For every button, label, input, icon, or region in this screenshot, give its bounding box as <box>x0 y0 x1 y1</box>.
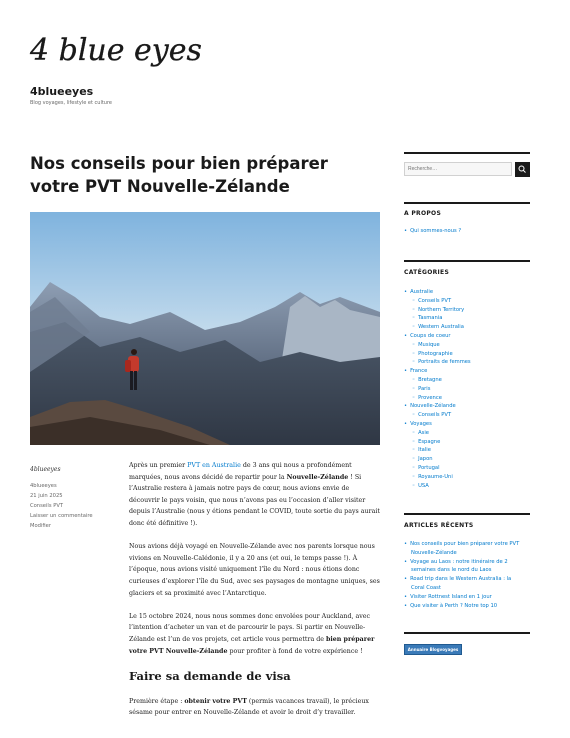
search-input[interactable] <box>404 162 512 176</box>
categories-list <box>404 288 471 490</box>
category-item <box>404 367 471 376</box>
category-link[interactable]: Asie <box>418 429 429 436</box>
category-item <box>404 394 471 403</box>
category-link[interactable]: Paris <box>418 385 431 392</box>
category-link[interactable]: Royaume-Uni <box>418 473 453 480</box>
recent-posts-list <box>404 540 519 610</box>
category-link[interactable]: Japon <box>418 456 433 463</box>
recent-post-link[interactable]: semaines dans le nord du Laos <box>411 567 492 574</box>
widget-title-recent: ARTICLES RÉCENTS <box>404 522 474 529</box>
category-item <box>404 455 471 464</box>
category-link[interactable]: Italie <box>418 447 431 454</box>
category-item <box>404 411 471 420</box>
author-signature: 4blueeyes <box>30 466 61 473</box>
category-link[interactable]: Nouvelle-Zélande <box>410 403 456 410</box>
search-icon <box>515 162 530 177</box>
category-item <box>404 306 471 315</box>
category-item <box>404 464 471 473</box>
category-link[interactable]: Portugal <box>418 464 440 471</box>
comment-link[interactable]: Laisser un commentaire <box>30 513 93 519</box>
category-item <box>404 297 471 306</box>
recent-post-link[interactable]: Road trip dans le Western Australia : la <box>410 576 512 583</box>
paragraph: Première étape : obtenir votre PVT (permis vacances travail), le précieux sésame pour entrer en Nouvelle-Zélande et avoir le droit d’y travailler. <box>129 697 369 717</box>
recent-post-link[interactable]: Nouvelle-Zélande <box>411 549 457 556</box>
category-item <box>404 473 471 482</box>
apropos-list <box>404 227 461 236</box>
widget-title-categories: CATÉGORIES <box>404 269 450 276</box>
category-item <box>404 350 471 359</box>
category-item <box>404 341 471 350</box>
category-item <box>404 358 471 367</box>
author-link[interactable]: 4blueeyes <box>30 483 57 489</box>
category-link[interactable]: Voyages <box>410 420 432 427</box>
paragraph: Après un premier PVT en Australie de 3 ans qui nous a profondément marquées, nous avons décidé de repartir pour la Nouvelle-Zélande ! Si l’Australie restera à jamais notre pays de cœur, nous avions envie de découvrir le pays voisin, que nous n’avons pas eu l’occasion d’aller visiter depuis l’Australie (nous y étions pendant le COVID, toute sortie du pays aurait donc été définitive !). <box>129 462 380 527</box>
category-item <box>404 376 471 385</box>
category-link[interactable]: Conseils PVT <box>418 297 452 304</box>
recent-post-link[interactable]: Coral Coast <box>411 584 441 591</box>
post-content <box>129 460 380 730</box>
logo-text: 4 blue eyes <box>30 33 202 68</box>
search-button[interactable] <box>515 162 530 177</box>
category-link[interactable]: Portraits de femmes <box>418 359 471 366</box>
pvt-australie-link[interactable]: PVT en Australie <box>187 462 241 469</box>
recent-post-link[interactable]: Nos conseils pour bien préparer votre PVT <box>410 541 520 547</box>
category-link[interactable]: Coups de coeur <box>410 332 451 339</box>
hero-image <box>30 212 380 445</box>
widget-title-apropos: A PROPOS <box>404 210 442 217</box>
recent-post-link[interactable]: Que visiter à Perth ? Notre top 10 <box>410 602 498 609</box>
category-item <box>404 385 471 394</box>
category-link[interactable]: Australie <box>410 289 434 295</box>
category-link[interactable]: Photographie <box>418 350 453 357</box>
category-link[interactable]: Conseils PVT <box>418 412 452 419</box>
post-title: Nos conseils pour bien préparer votre PVT Nouvelle-Zélande <box>30 154 328 196</box>
category-item <box>404 402 471 411</box>
site-name[interactable]: 4blueeyes <box>30 85 94 98</box>
paragraph: Nous avions déjà voyagé en Nouvelle-Zélande avec nos parents lorsque nous vivions en Nouvelle-Calédonie, il y a 20 ans (et oui, le temps passe !). À l’époque, nous avions visité uniquement l’île du Nord : nous étions donc curieuses d’explorer l’île du Sud, avec ses paysages de montagne uniques, ses glaciers et sa proximité avec l’Antarctique. <box>129 543 380 597</box>
category-link[interactable]: Provence <box>418 394 442 401</box>
paragraph: Le 15 octobre 2024, nous nous sommes donc envolées pour Auckland, avec l’intention d’acheter un van et de parcourir le pays. Si partir en Nouvelle-Zélande est l’un de vos projets, cet article vous permettra de bien préparer votre PVT Nouvelle-Zélande pour profiter à fond de votre expérience ! <box>129 612 375 655</box>
category-link[interactable]: France <box>410 368 428 375</box>
category-link[interactable]: Tasmania <box>418 315 443 322</box>
list-item[interactable]: Qui sommes-nous ? <box>410 228 462 234</box>
site-logo[interactable] <box>28 24 202 72</box>
recent-post-link[interactable]: Visiter Rottnest Island en 1 jour <box>410 593 492 600</box>
category-item <box>404 323 471 332</box>
category-item <box>404 446 471 455</box>
post-meta <box>30 466 110 531</box>
post-date[interactable]: 21 juin 2025 <box>30 493 63 499</box>
category-item <box>404 429 471 438</box>
category-link[interactable]: Espagne <box>418 438 441 445</box>
category-link[interactable]: Western Australia <box>418 324 464 331</box>
recent-post-link[interactable]: Voyage au Laos : notre itinéraire de 2 <box>410 558 508 565</box>
section-heading: Faire sa demande de visa <box>129 668 291 683</box>
category-item <box>404 482 471 491</box>
category-item <box>404 332 471 341</box>
category-link[interactable]: Northern Territory <box>418 306 465 313</box>
category-item <box>404 438 471 447</box>
blogvoyages-badge[interactable]: Annuaire Blogvoyages <box>404 644 462 655</box>
category-link[interactable]: Musique <box>418 341 440 348</box>
category-link[interactable]: USA <box>418 482 429 489</box>
category-item <box>404 420 471 429</box>
category-item <box>404 288 471 297</box>
edit-link[interactable]: Modifier <box>30 523 51 529</box>
category-item <box>404 314 471 323</box>
category-link[interactable]: Conseils PVT <box>30 503 64 509</box>
category-link[interactable]: Bretagne <box>418 376 442 383</box>
site-description: Blog voyages, lifestyle et culture <box>30 100 112 106</box>
